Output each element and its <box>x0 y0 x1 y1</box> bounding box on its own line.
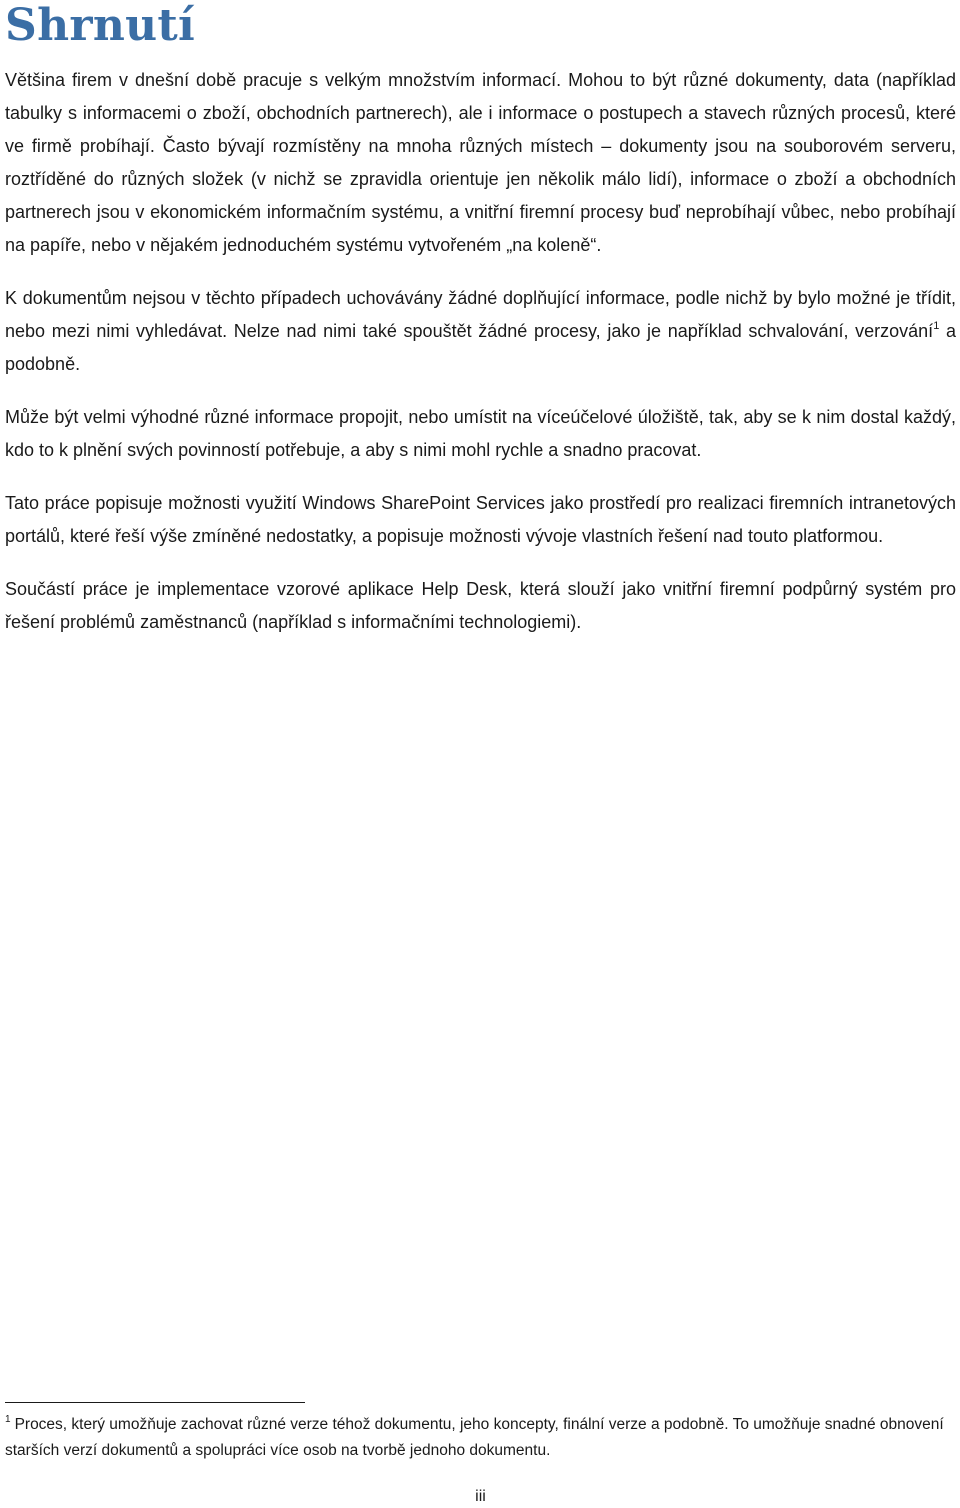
page-title: Shrnutí <box>5 0 196 51</box>
footnote-text: Proces, který umožňuje zachovat různé verze téhož dokumentu, jeho koncepty, finální verze a podobně. To umožňuje snadné obnovení starších verzí dokumentů a spolupráci více osob na tvorbě jednoho dokumentu. <box>5 1416 944 1459</box>
paragraph-2 <box>5 282 956 381</box>
paragraph-4: Tato práce popisuje možnosti využití Windows SharePoint Services jako prostředí pro realizaci firemních intranetových portálů, které řeší výše zmíněné nedostatky, a popisuje možnosti vývoje vlastních řešení nad touto platformou. <box>5 493 956 546</box>
footnote <box>5 1412 956 1464</box>
paragraph-3: Může být velmi výhodné různé informace propojit, nebo umístit na víceúčelové úložiště, tak, aby se k nim dostal každý, kdo to k plnění svých povinností potřebuje, a aby s nimi mohl rychle a snadno pracovat. <box>5 407 956 460</box>
footnote-number: 1 <box>5 1414 11 1425</box>
paragraph-2-text-before: K dokumentům nejsou v těchto případech uchovávány žádné doplňující informace, podle nichž by bylo možné je třídit, nebo mezi nimi vyhledávat. Nelze nad nimi také spouštět žádné procesy, jako je například schvalování, verzování <box>5 288 956 341</box>
document-page <box>5 0 956 1508</box>
paragraph-5: Součástí práce je implementace vzorové aplikace Help Desk, která slouží jako vnitřní firemní podpůrný systém pro řešení problémů zaměstnanců (například s informačními technologiemi). <box>5 579 956 632</box>
summary-body <box>5 64 956 659</box>
footnote-separator <box>5 1402 305 1403</box>
footnote-reference[interactable]: 1 <box>933 320 940 332</box>
paragraph-1: Většina firem v dnešní době pracuje s velkým množstvím informací. Mohou to být různé dokumenty, data (například tabulky s informacemi o zboží, obchodních partnerech), ale i informace o postupech a stavech různých procesů, které ve firmě probíhají. Často bývají rozmístěny na mnoha různých místech – dokumenty jsou na souborovém serveru, roztříděné do různých složek (v nichž se zpravidla orientuje jen několik málo lidí), informace o zboží a obchodních partnerech jsou v ekonomickém informačním systému, a vnitřní firemní procesy buď neprobíhají vůbec, nebo probíhají na papíře, nebo v nějakém jednoduchém systému vytvořeném „na koleně“. <box>5 70 956 255</box>
paragraph-2-text-after: a podobně. <box>5 321 956 374</box>
page-number: iii <box>475 1488 486 1505</box>
